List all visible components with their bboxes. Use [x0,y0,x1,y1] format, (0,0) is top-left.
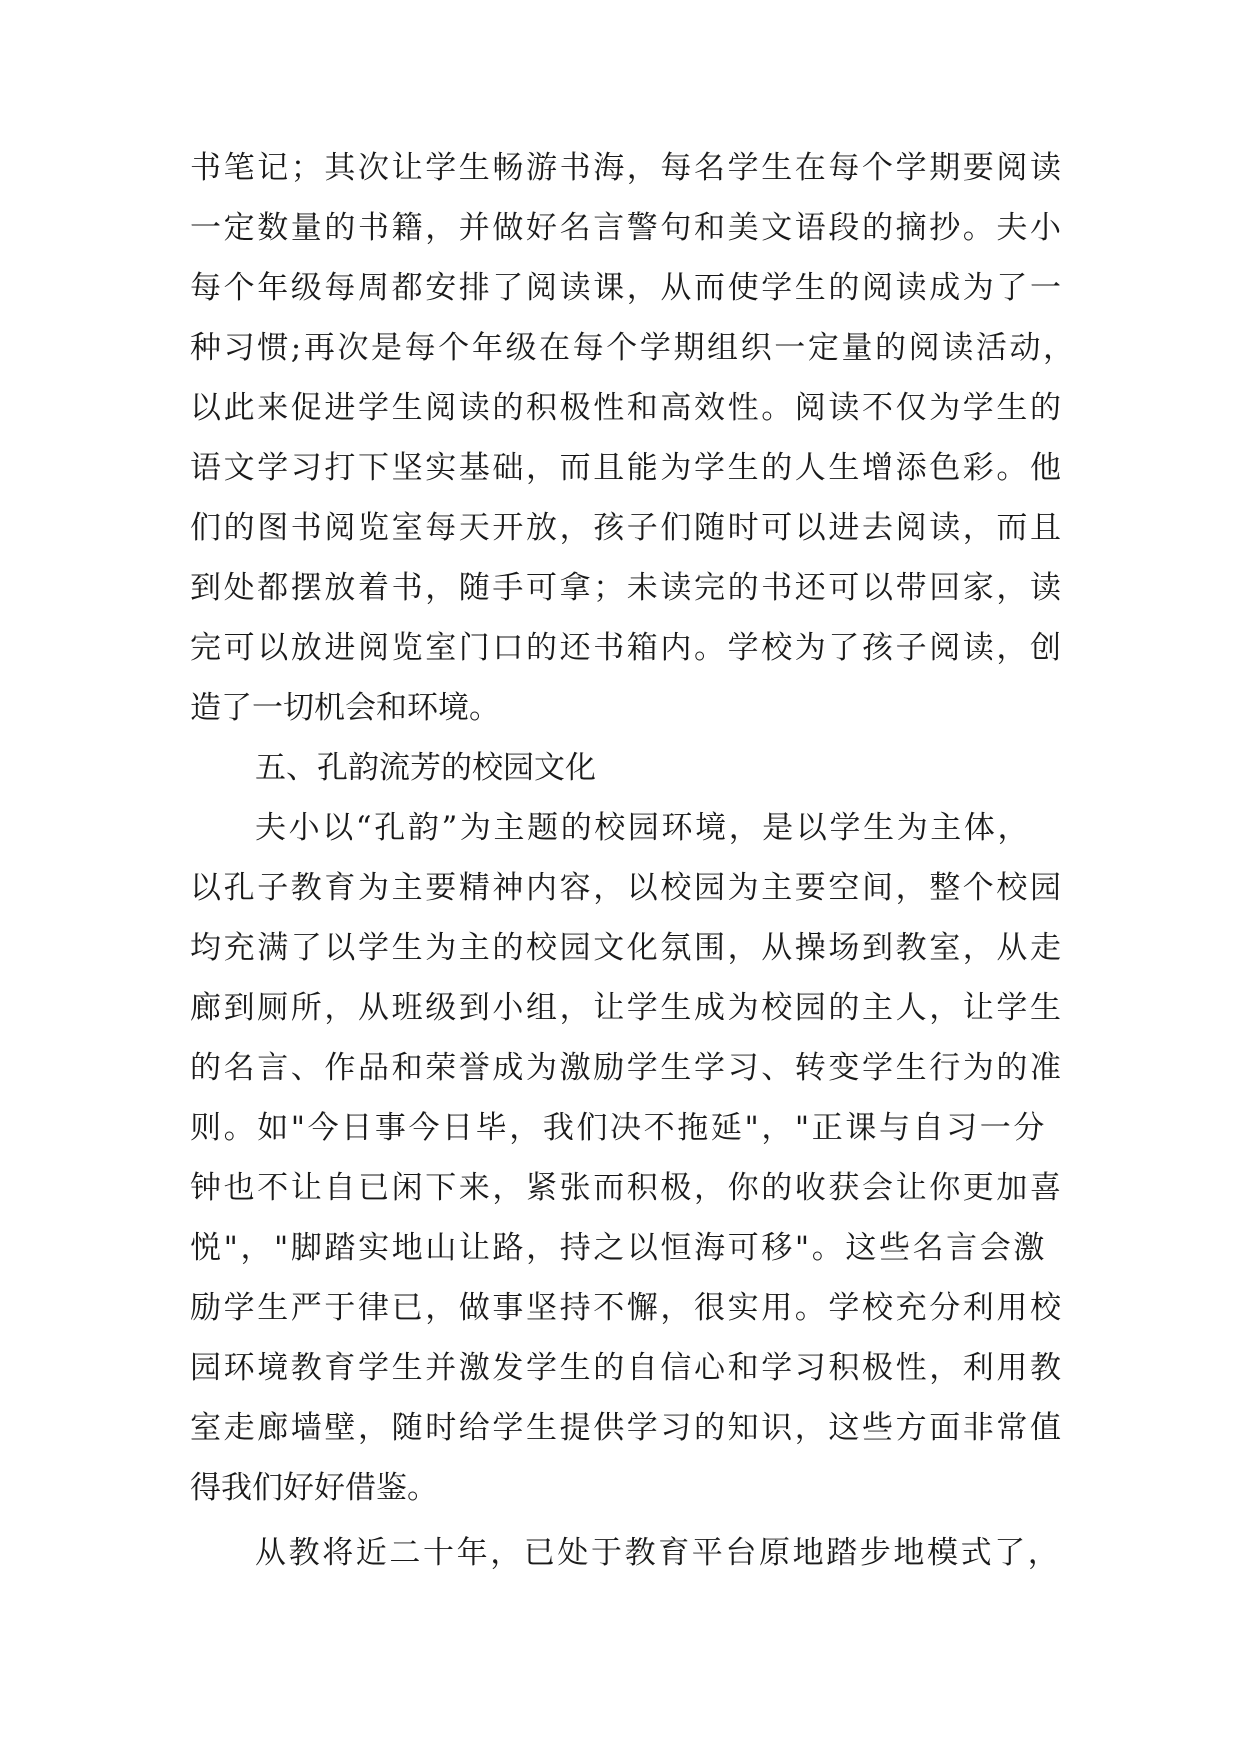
body-text-line: 们的图书阅览室每天开放，孩子们随时可以进去阅读，而且 [190,510,1064,546]
body-text-line: 园环境教育学生并激发学生的自信心和学习积极性，利用教 [190,1350,1064,1386]
body-text-line: 的名言、作品和荣誉成为激励学生学习、转变学生行为的准 [190,1050,1064,1086]
body-text-line: 完可以放进阅览室门口的还书箱内。学校为了孩子阅读，创 [190,630,1064,666]
body-text-line: 室走廊墙壁，随时给学生提供学习的知识，这些方面非常值 [190,1410,1064,1446]
body-text-line: 则。如"今日事今日毕，我们决不拖延"，"正课与自习一分 [190,1110,1047,1146]
body-text-line: 悦"，"脚踏实地山让路，持之以恒海可移"。这些名言会激 [190,1230,1047,1266]
body-text-line: 均充满了以学生为主的校园文化氛围，从操场到教室，从走 [190,930,1064,966]
body-text-line: 廊到厕所，从班级到小组，让学生成为校园的主人，让学生 [190,990,1064,1026]
body-text-line: 每个年级每周都安排了阅读课，从而使学生的阅读成为了一 [190,270,1064,306]
section-heading: 五、孔韵流芳的校园文化 [255,750,596,786]
body-text-line: 一定数量的书籍，并做好名言警句和美文语段的摘抄。夫小 [190,210,1064,246]
body-text-line: 钟也不让自已闲下来，紧张而积极，你的收获会让你更加喜 [190,1170,1064,1206]
body-text-line: 夫小以“孔韵”为主题的校园环境，是以学生为主体， [255,810,1032,846]
body-text-line: 以孔子教育为主要精神内容，以校园为主要空间，整个校园 [190,870,1064,906]
body-text-line: 以此来促进学生阅读的积极性和高效性。阅读不仅为学生的 [190,390,1064,426]
body-text-line: 从教将近二十年，已处于教育平台原地踏步地模式了， [255,1535,1062,1571]
body-text-line: 得我们好好借鉴。 [190,1470,438,1506]
body-text-line: 语文学习打下坚实基础，而且能为学生的人生增添色彩。他 [190,450,1064,486]
body-text-line: 书笔记；其次让学生畅游书海，每名学生在每个学期要阅读 [190,150,1064,186]
body-text-line: 励学生严于律已，做事坚持不懈，很实用。学校充分利用校 [190,1290,1064,1326]
body-text-line: 到处都摆放着书，随手可拿；未读完的书还可以带回家，读 [190,570,1064,606]
body-text-line: 造了一切机会和环境。 [190,690,500,726]
body-text-line: 种习惯;再次是每个年级在每个学期组织一定量的阅读活动， [190,330,1077,366]
